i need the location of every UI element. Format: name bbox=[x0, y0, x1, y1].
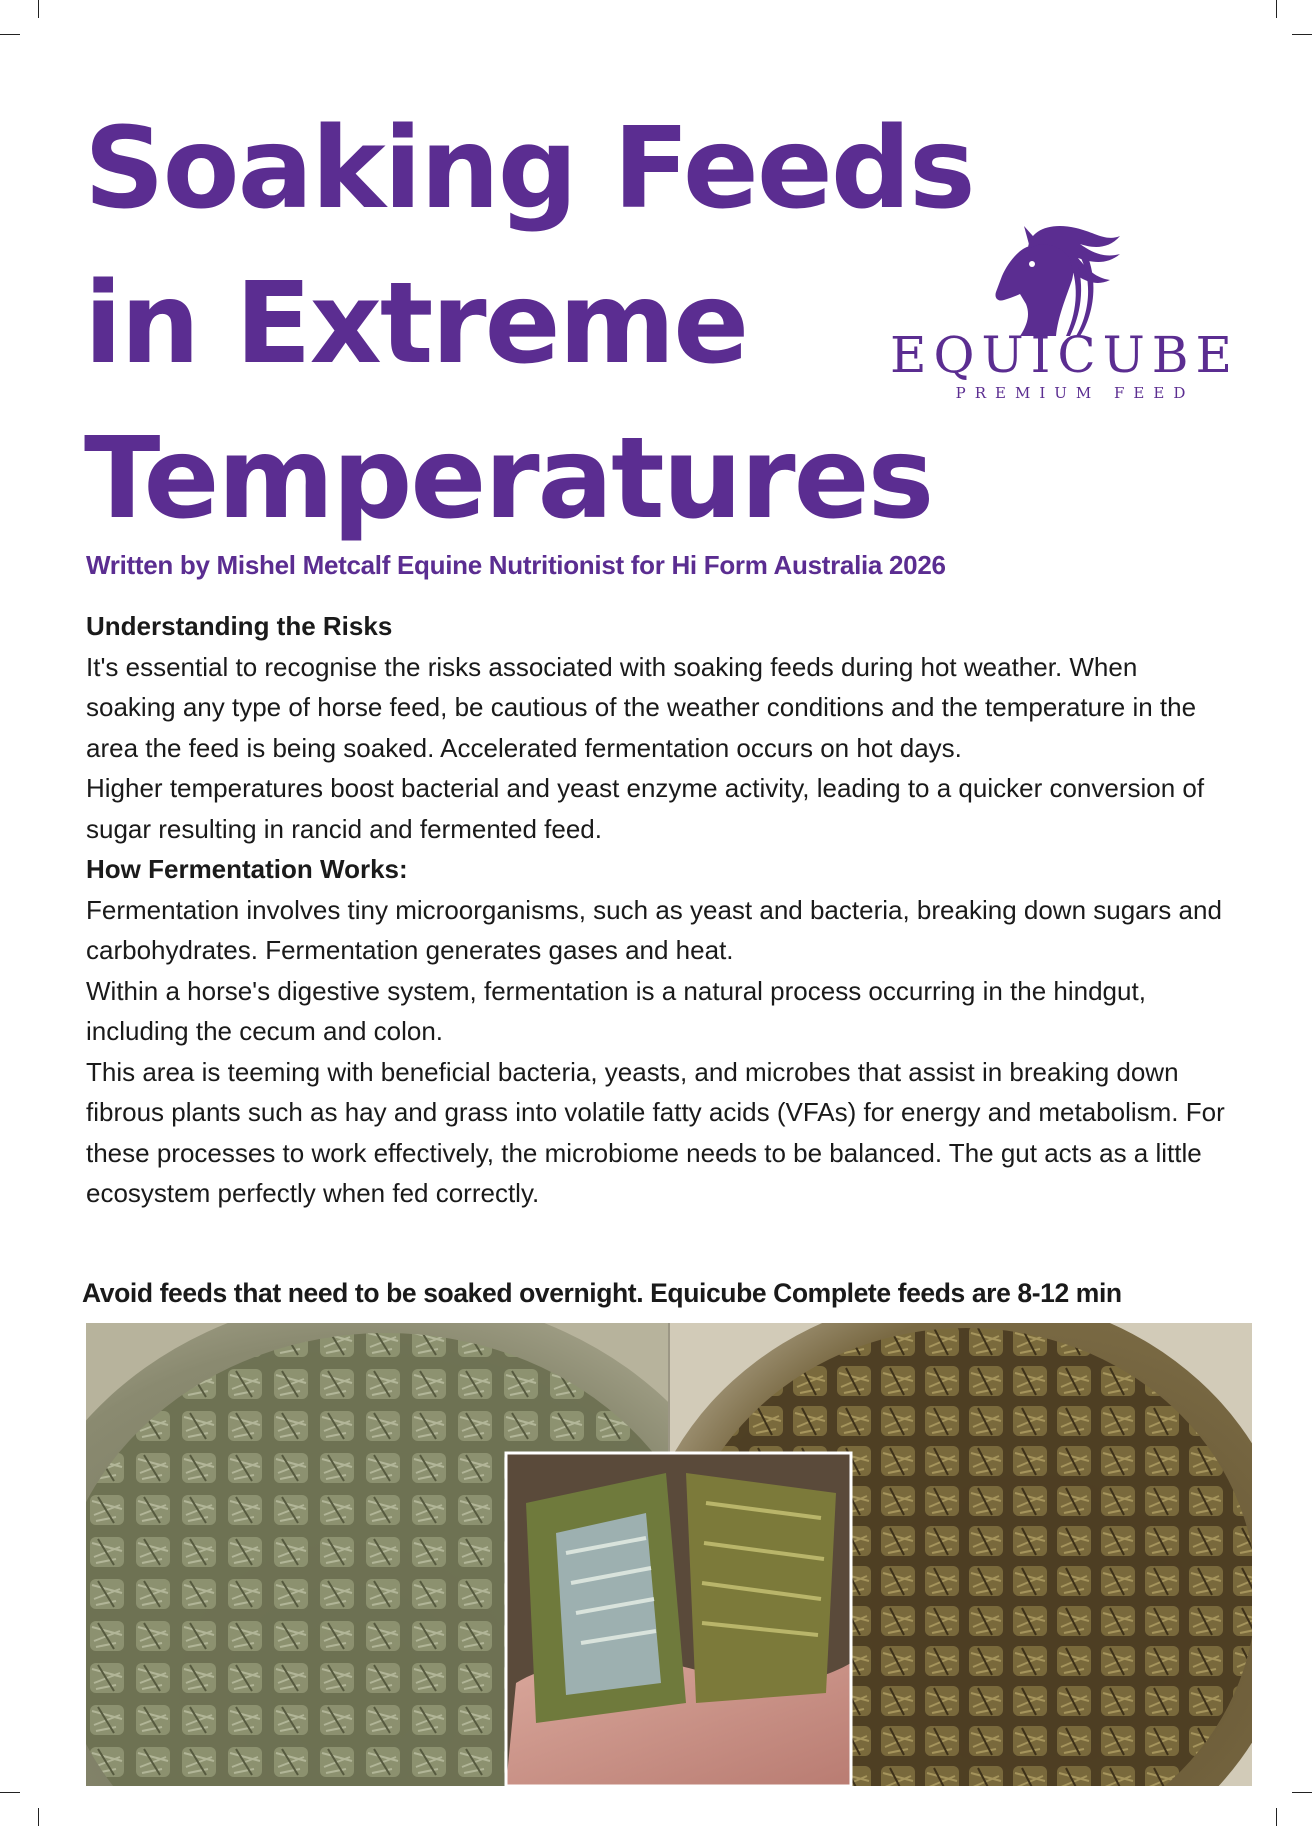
byline: Written by Mishel Metcalf Equine Nutritionist for Hi Form Australia 2026 bbox=[86, 550, 946, 580]
paragraph: Within a horse's digestive system, fermentation is a natural process occurring in the hindgut, including the cecum and colon. bbox=[86, 975, 1146, 1046]
title-line: in Extreme bbox=[84, 259, 748, 389]
feed-photo-illustration bbox=[86, 1323, 1252, 1786]
section-heading: How Fermentation Works: bbox=[86, 854, 408, 884]
paragraph: Higher temperatures boost bacterial and yeast enzyme activity, leading to a quicker conversion of sugar resulting in rancid and fermented feed. bbox=[86, 773, 1205, 844]
article-body bbox=[86, 606, 1226, 1214]
paragraph: Fermentation involves tiny microorganisms, such as yeast and bacteria, breaking down sugars and carbohydrates. Fermentation generates gases and heat. bbox=[86, 894, 1222, 965]
paragraph: This area is teeming with beneficial bacteria, yeasts, and microbes that assist in breaking down fibrous plants such as hay and grass into volatile fatty acids (VFAs) for energy and metabolism. For these processes to work effectively, the microbiome needs to be balanced. The gut acts as a little ecosystem perfectly when fed correctly. bbox=[86, 1056, 1225, 1208]
title-line: Temperatures bbox=[84, 414, 933, 544]
crop-mark bbox=[1276, 1808, 1277, 1826]
brand-tagline: PREMIUM FEED bbox=[955, 384, 1195, 402]
crop-mark bbox=[0, 1792, 20, 1793]
crop-mark bbox=[38, 0, 39, 18]
horse-head-icon bbox=[880, 218, 1230, 338]
page-title bbox=[84, 92, 974, 557]
crop-mark bbox=[1292, 1792, 1312, 1793]
section-heading: Understanding the Risks bbox=[86, 611, 393, 641]
crop-mark bbox=[0, 34, 20, 35]
crop-mark bbox=[1276, 0, 1277, 18]
brand-name: EQUICUBE bbox=[890, 326, 1240, 384]
feed-photo bbox=[86, 1323, 1252, 1786]
callout-text: Avoid feeds that need to be soaked overnight. Equicube Complete feeds are 8-12 min bbox=[82, 1278, 1122, 1308]
paragraph: It's essential to recognise the risks associated with soaking feeds during hot weather. When soaking any type of horse feed, be cautious of the weather conditions and the temperature in the area the feed is being soaked. Accelerated fermentation occurs on hot days. bbox=[86, 651, 1197, 763]
crop-mark bbox=[38, 1808, 39, 1826]
crop-mark bbox=[1292, 34, 1312, 35]
title-line: Soaking Feeds bbox=[84, 104, 974, 234]
brand-logo bbox=[880, 218, 1240, 408]
